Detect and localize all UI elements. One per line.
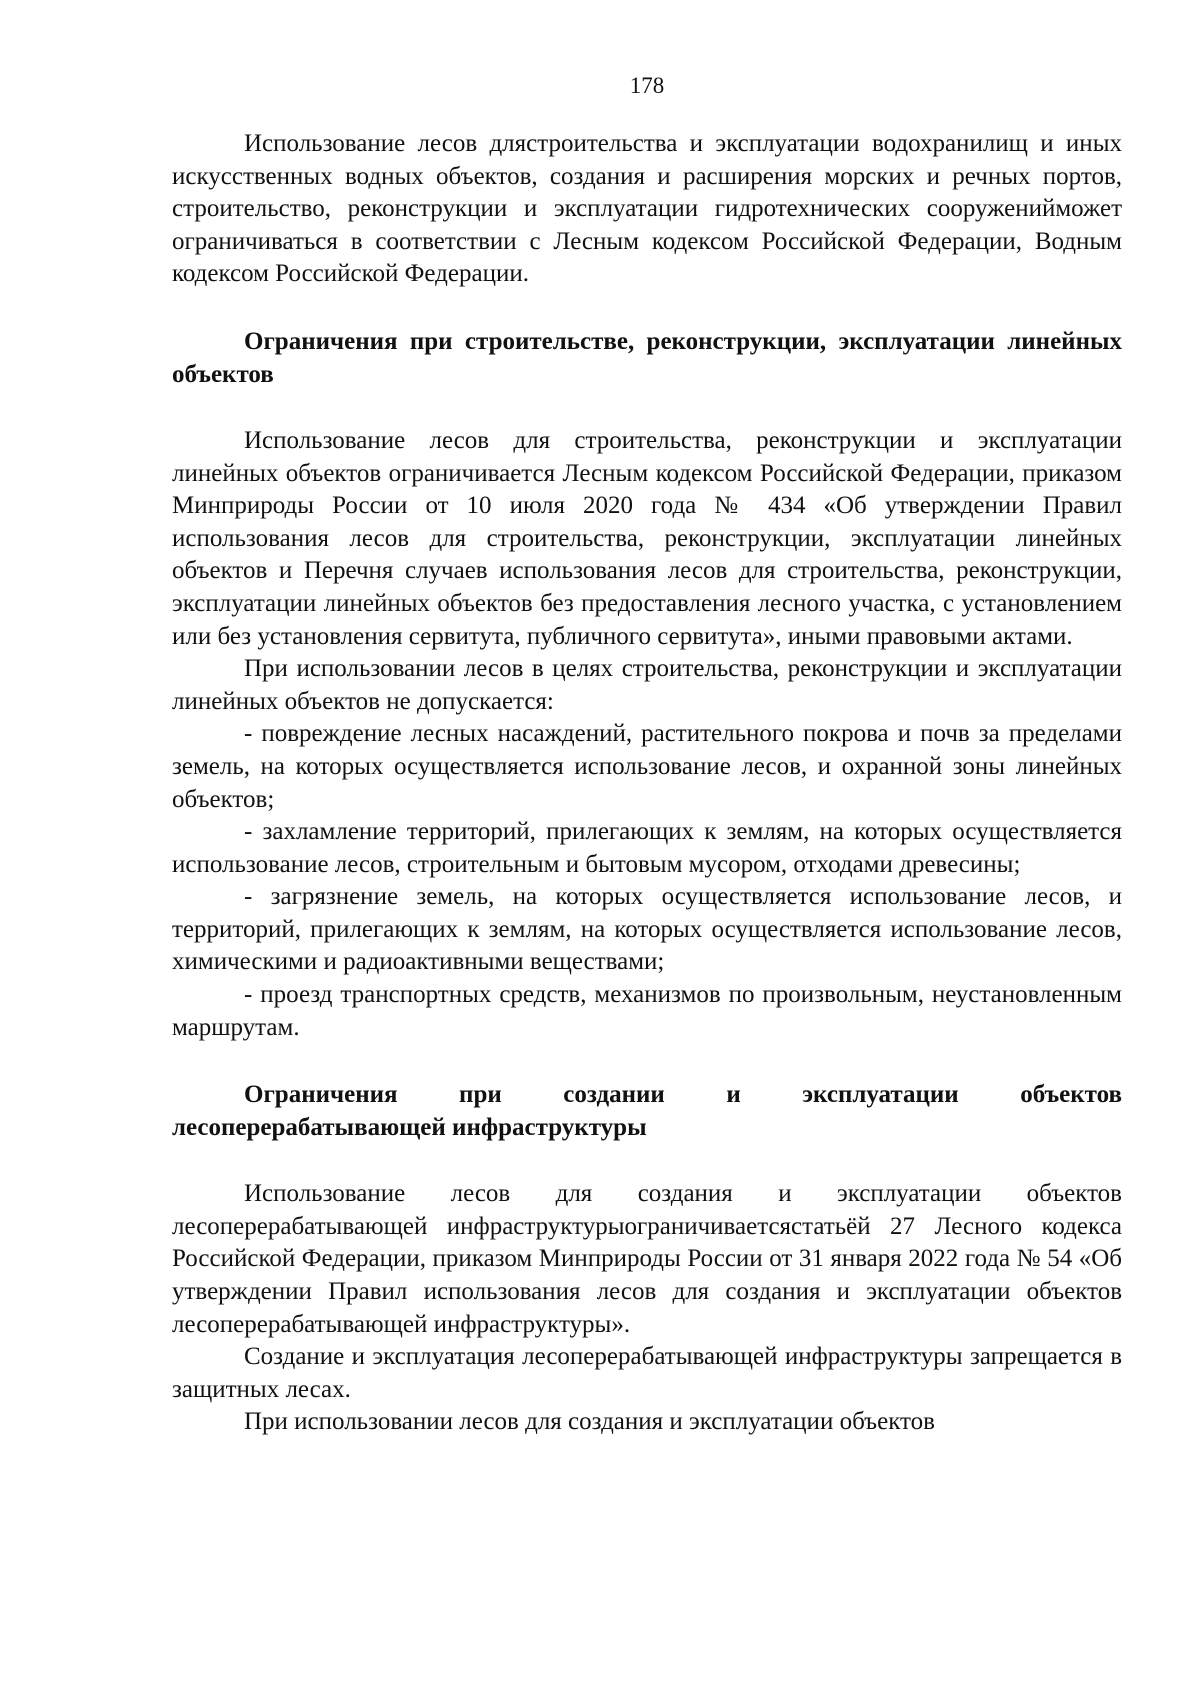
list-item-pollution: - загрязнение земель, на которых осуществляется использование лесов, и территорий, прилегающих к землям, на которых осуществляется использование лесов, химическими и радиоактивными веществами; (172, 883, 1122, 976)
page-number: 178 (629, 73, 665, 98)
heading-linear-objects: Ограничения при строительстве, реконструкции, эксплуатации линейных объектов (172, 327, 1122, 388)
paragraph-linear-objects-law: Использование лесов для строительства, реконструкции и эксплуатации линейных объектов ограничивается Лесным кодексом Российской Федерации, приказом Минприроды России от 10 июля 2020 года № 434 «Об утверждении Правил использования лесов для строительства, реконструкции, эксплуатации линейных объектов и Перечня случаев использования лесов для строительства, реконструкции, эксплуатации линейных объектов без предоставления лесного участка, с установлением или без установления сервитута, публичного сервитута», иными правовыми актами. (172, 426, 1122, 650)
paragraph-wood-processing-law: Использование лесов для создания и эксплуатации объектов лесоперерабатывающей инфраструктурыограничиваетсястатьёй 27 Лесного кодекса Российской Федерации, приказом Минприроды России от 31 января 2022 года № 54 «Об утверждении Правил использования лесов для создания и эксплуатации объектов лесоперерабатывающей инфраструктуры». (172, 1180, 1122, 1338)
paragraph-not-allowed-intro: При использовании лесов в целях строительства, реконструкции и эксплуатации линейных объектов не допускается: (172, 655, 1122, 715)
paragraph-protective-forests: Создание и эксплуатация лесоперерабатывающей инфраструктуры запрещается в защитных лесах. (172, 1343, 1122, 1403)
list-item-littering: - захламление территорий, прилегающих к землям, на которых осуществляется использование лесов, строительным и бытовым мусором, отходами древесины; (172, 818, 1122, 878)
list-item-vehicle-passage: - проезд транспортных средств, механизмов по произвольным, неустановленным маршрутам. (172, 981, 1122, 1041)
heading-wood-processing: Ограничения при создании и эксплуатации объектов лесоперерабатывающей инфраструктуры (172, 1081, 1122, 1142)
paragraph-using-forests-continued: При использовании лесов для создания и эксплуатации объектов (244, 1408, 935, 1436)
list-item-damage: - повреждение лесных насаждений, растительного покрова и почв за пределами земель, на которых осуществляется использование лесов, и охранной зоны линейных объектов; (172, 720, 1122, 813)
paragraph-reservoirs: Использование лесов длястроительства и эксплуатации водохранилищ и иных искусственных водных объектов, создания и расширения морских и речных портов, строительство, реконструкции и эксплуатации гидротехнических сооруженийможет ограничиваться в соответствии с Лесным кодексом Российской Федерации, Водным кодексом Российской Федерации. (172, 130, 1122, 288)
document-page (172, 70, 1122, 1439)
